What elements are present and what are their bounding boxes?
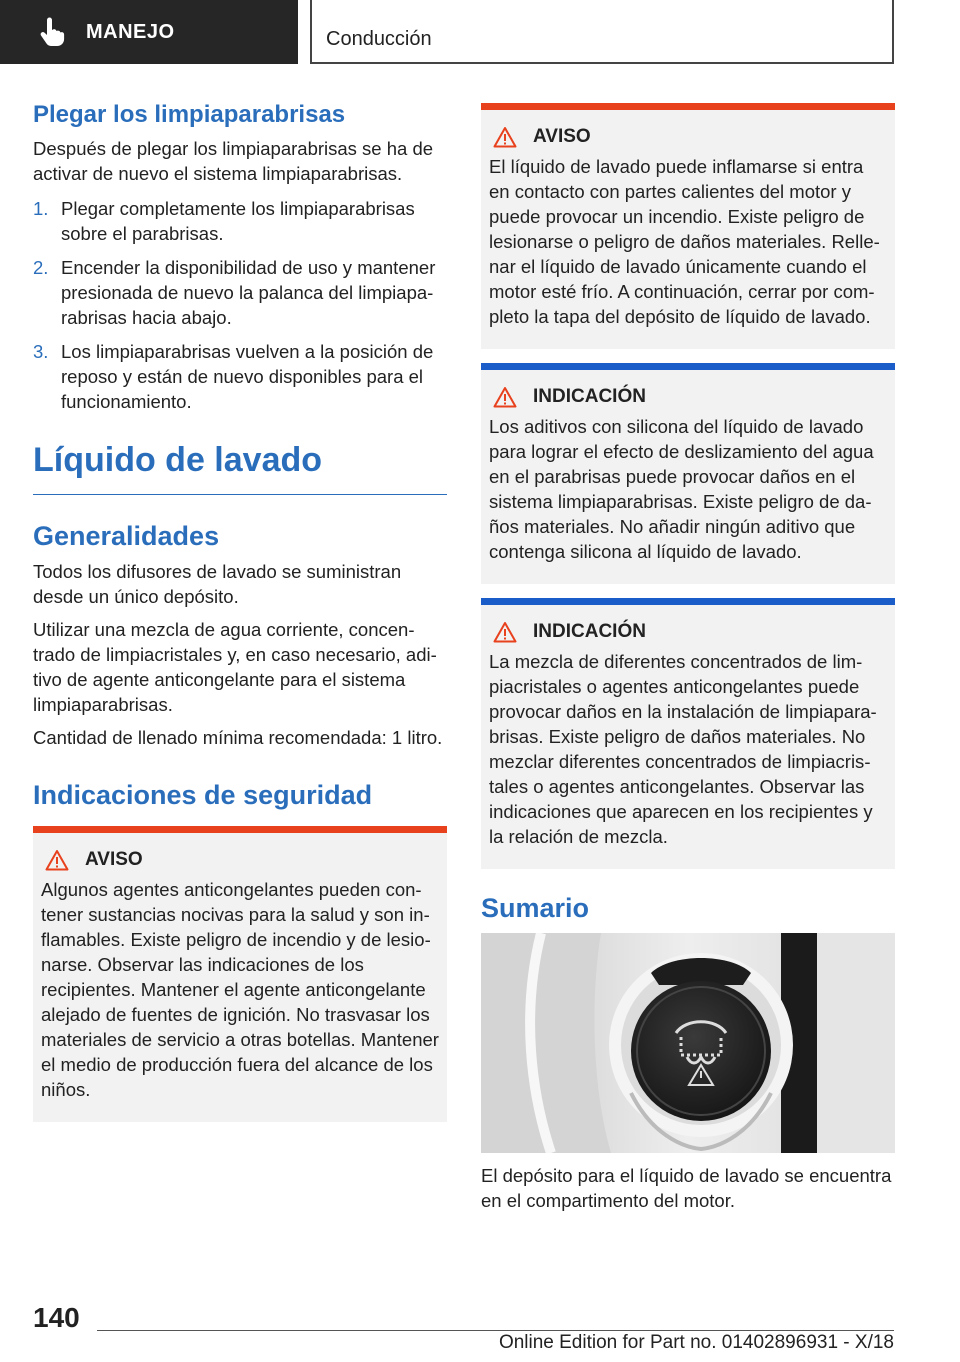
section-title: Conducción xyxy=(326,28,432,50)
washer-reservoir-photo xyxy=(481,933,895,1153)
notice-title: INDICACIÓN xyxy=(533,621,646,642)
step-text: Encender la disponibilidad de uso y mantener presionada de nuevo la palanca del limpiaparabrisas hacia abajo. xyxy=(61,257,436,328)
warning-triangle-icon xyxy=(493,386,517,408)
step-number: 3. xyxy=(33,341,49,362)
warning-triangle-icon xyxy=(45,849,69,871)
warning-title: AVISO xyxy=(85,849,143,870)
list-item xyxy=(33,339,447,414)
warning-title: AVISO xyxy=(533,126,591,147)
photo-caption: El depósito para el líquido de lavado se encuentra en el compartimento del motor. xyxy=(481,1165,892,1211)
notice-box xyxy=(481,363,895,584)
notice-title: INDICACIÓN xyxy=(533,386,646,407)
list-item xyxy=(33,196,447,246)
heading-general: Generalidades xyxy=(33,521,220,551)
warning-text: Algunos agentes anticongelantes pueden contener sustancias nocivas para la salud y son inflamables. Existe peligro de incendio y de lesionarse. Observar las indicaciones de los recipientes. Mantener el agente anticongelante alejado de fuentes de ignición. No trasvasar los materiales de servicio a otras botellas. Mantener el medio de producción fuera del alcance de los niños. xyxy=(41,879,439,1100)
edition-footer: Online Edition for Part no. 01402896931 - X/18 xyxy=(498,1332,894,1353)
hand-pointer-icon xyxy=(38,17,66,47)
heading-fold-wipers: Plegar los limpiaparabrisas xyxy=(33,101,346,128)
general-paragraph-2: Utilizar una mezcla de agua corriente, concentrado de limpiacristales y, en caso necesario, aditivo de agente anticongelante para el sistema limpiaparabrisas. xyxy=(33,619,437,715)
step-number: 2. xyxy=(33,257,49,278)
heading-washer-fluid: Líquido de lavado xyxy=(33,438,447,495)
warning-triangle-icon xyxy=(493,126,517,148)
list-item xyxy=(33,255,447,330)
warning-text: El líquido de lavado puede inflamarse si entra en contacto con partes calientes del motor y puede provocar un incendio. Existe peligro de lesionarse o peligro de daños materiales. Rellenar el líquido de lavado únicamente cuando el motor esté frío. A continuación, cerrar por completo la tapa del depósito de líquido de lavado. xyxy=(489,156,880,327)
warning-box xyxy=(481,103,895,349)
heading-safety: Indicaciones de seguridad xyxy=(33,780,373,810)
heading-summary: Sumario xyxy=(481,893,590,923)
fold-steps xyxy=(33,196,447,414)
general-paragraph-3: Cantidad de llenado mínima recomendada: 1 litro. xyxy=(33,727,443,748)
step-number: 1. xyxy=(33,198,49,219)
notice-box xyxy=(481,598,895,869)
warning-box xyxy=(33,826,447,1122)
general-paragraph-1: Todos los difusores de lavado se suministran desde un único depósito. xyxy=(33,561,402,607)
left-column xyxy=(33,100,447,1136)
chapter-label: MANEJO xyxy=(86,20,175,43)
reservoir-cap-illustration xyxy=(481,933,895,1153)
right-column xyxy=(481,103,895,1221)
step-text: Plegar completamente los limpiaparabrisas sobre el parabrisas. xyxy=(61,198,415,244)
page-number: 140 xyxy=(33,1302,80,1333)
notice-text: La mezcla de diferentes concentrados de limpiacristales o agentes anticongelantes puede provocar daños en la instalación de limpiaparabrisas. Existe peligro de daños materiales. No mezclar diferentes concentrados de limpiacristales o agentes anticongelantes. Observar las indicaciones que aparecen en los recipientes y la relación de mezcla. xyxy=(489,651,877,847)
chapter-tab[interactable] xyxy=(0,0,298,64)
warning-triangle-icon xyxy=(493,621,517,643)
notice-text: Los aditivos con silicona del líquido de lavado para lograr el efecto de deslizamiento del agua en el parabrisas puede provocar daños en el sistema limpiaparabrisas. Existe peligro de daños materiales. No añadir ningún aditivo que contenga silicona al líquido de lavado. xyxy=(489,416,874,562)
footer-divider xyxy=(97,1330,894,1331)
step-text: Los limpiaparabrisas vuelven a la posición de reposo y están de nuevo disponibles para el funcionamiento. xyxy=(61,341,434,412)
section-header xyxy=(310,0,894,64)
fold-intro: Después de plegar los limpiaparabrisas se ha de activar de nuevo el sistema limpiaparabrisas. xyxy=(33,138,434,184)
